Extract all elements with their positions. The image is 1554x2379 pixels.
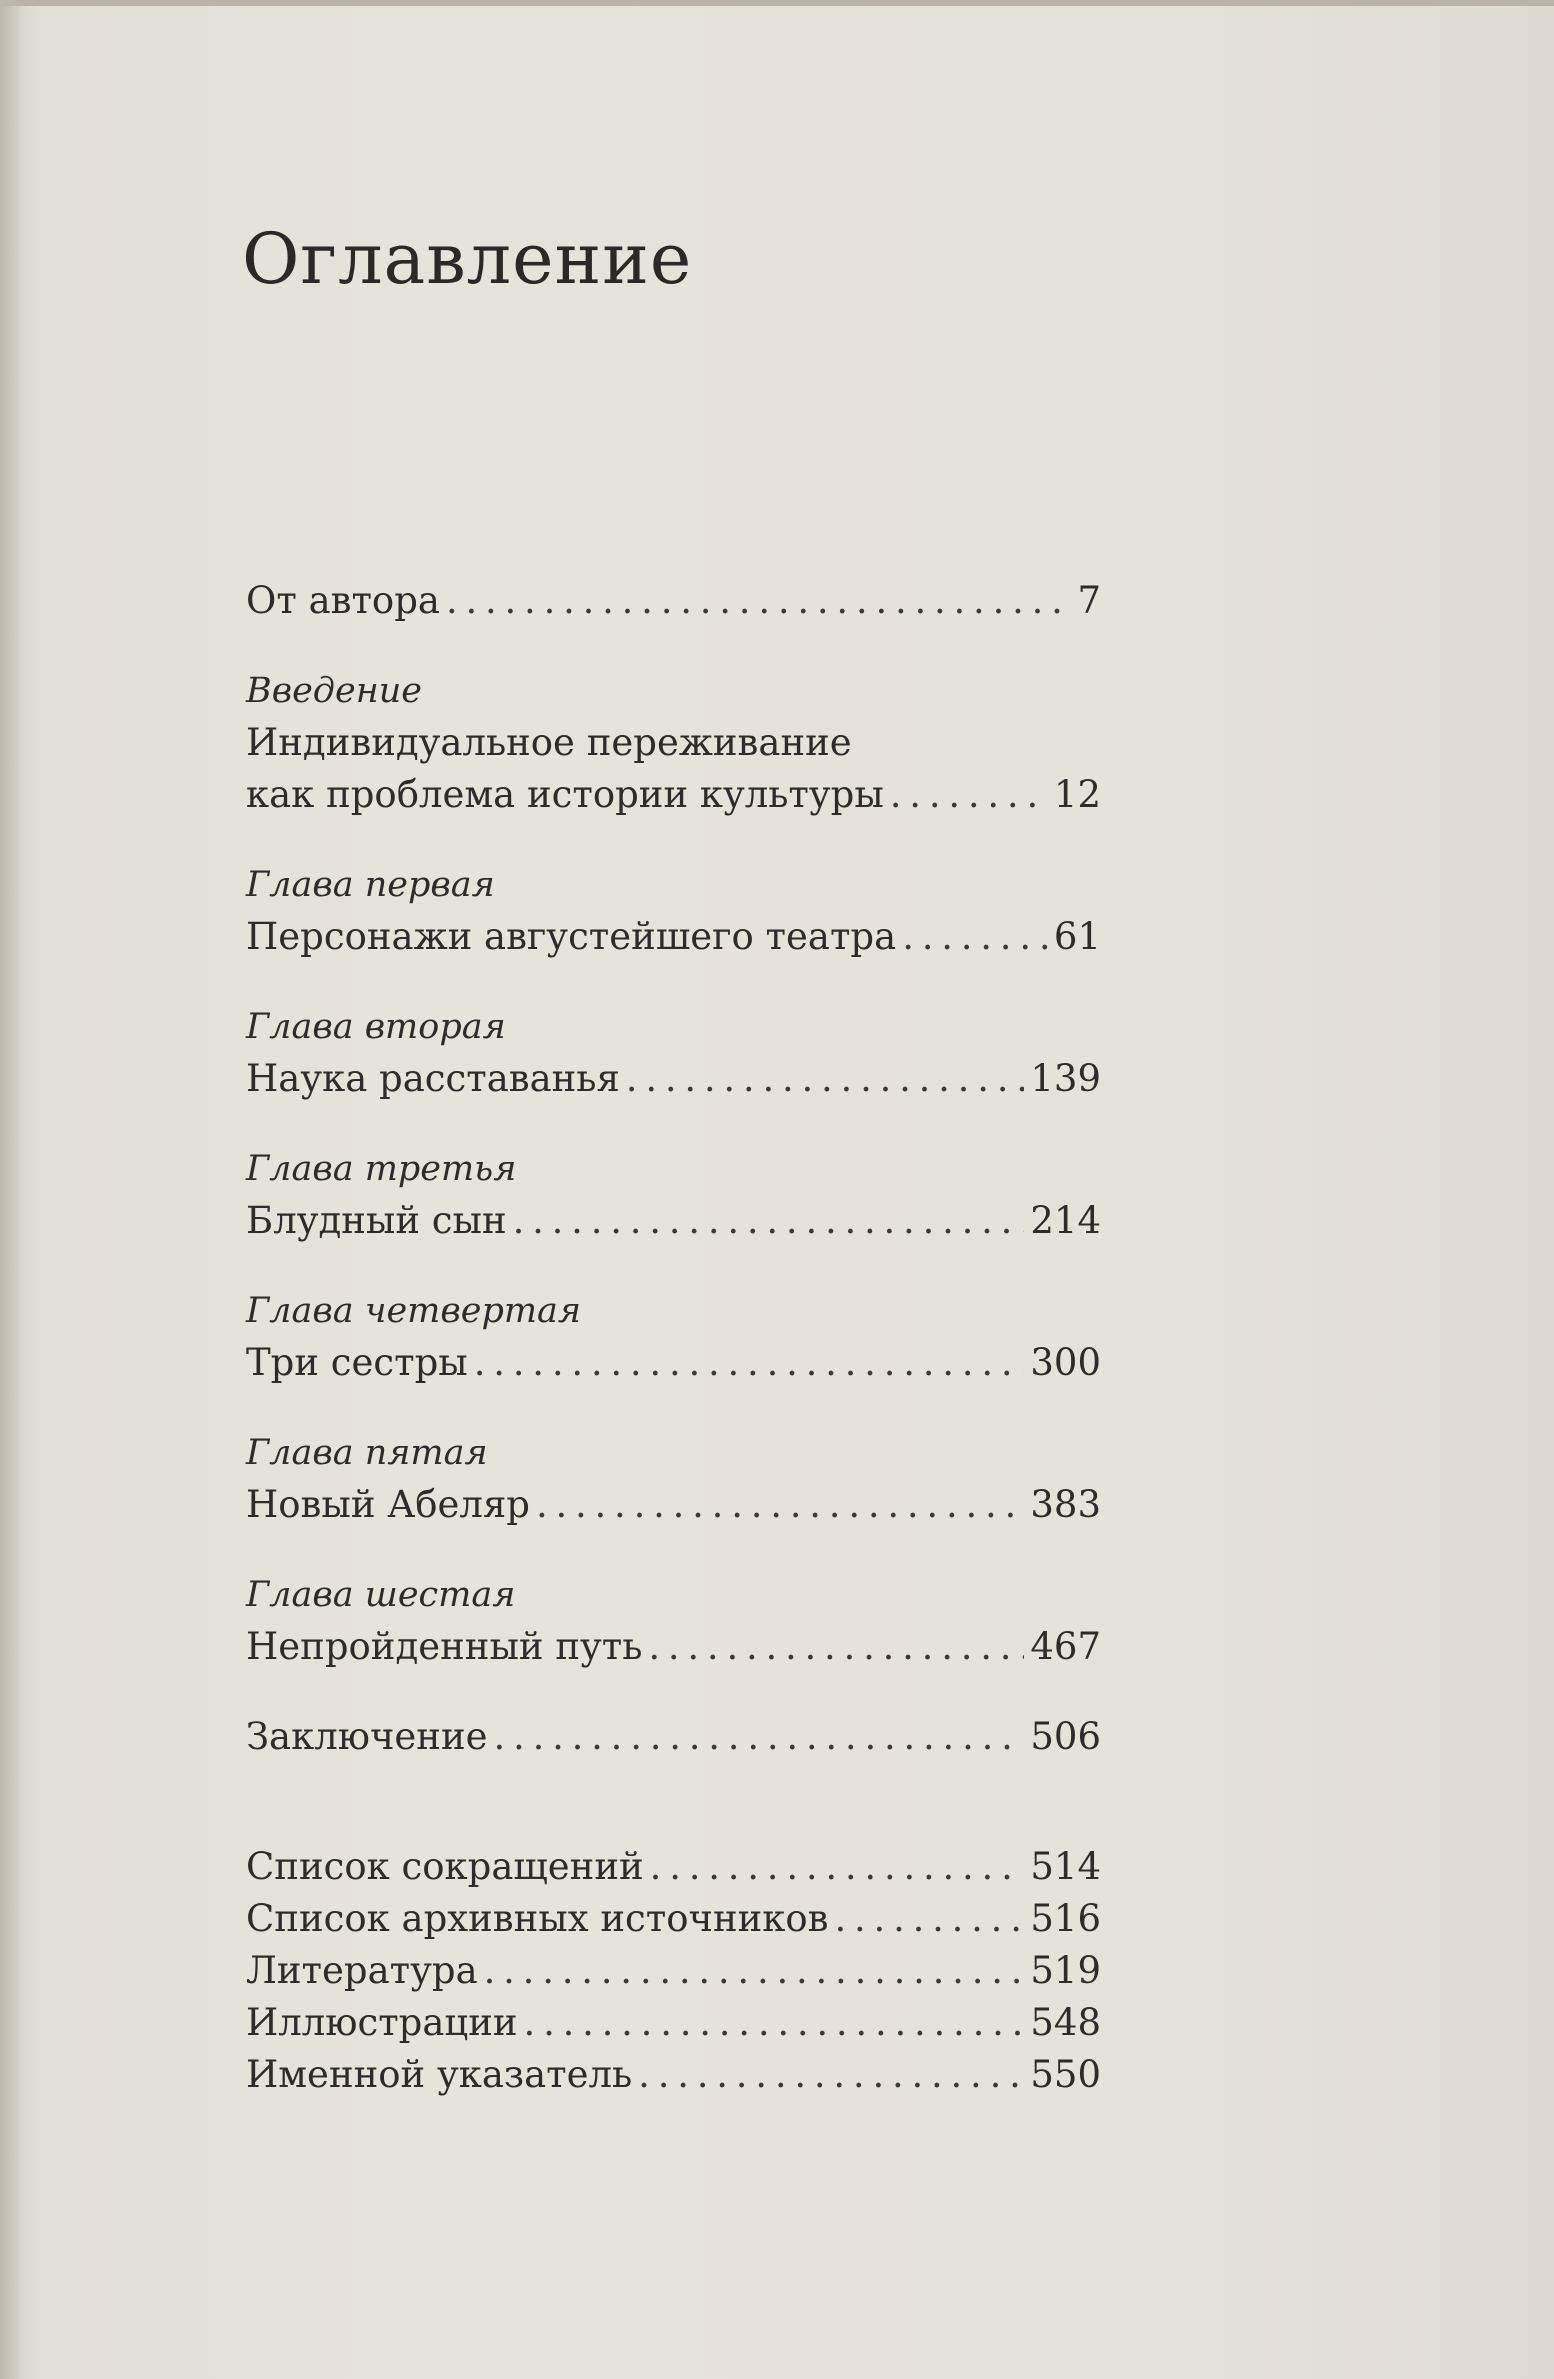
toc-entry[interactable]	[246, 1893, 1101, 1945]
toc-entry-label: Новый Абеляр	[246, 1483, 530, 1526]
toc-entry-label[interactable]: Индивидуальное переживание	[246, 721, 852, 764]
leader-dots	[650, 1841, 1025, 1893]
chapter-label: Глава вторая	[246, 1007, 506, 1047]
toc-entry[interactable]	[246, 1053, 1101, 1105]
toc-entry[interactable]	[246, 769, 1101, 821]
toc-entry-label: Заключение	[246, 1715, 488, 1758]
toc-entry[interactable]	[246, 2049, 1101, 2101]
toc-entry-label: Список сокращений	[246, 1845, 644, 1888]
toc-entry-page: 519	[1030, 1949, 1101, 1992]
toc-group-conclusion	[246, 1711, 1101, 1763]
chapter-label: Глава четвертая	[246, 1291, 582, 1331]
toc-entry-label: Персонажи августейшего театра	[246, 915, 897, 958]
leader-dots	[524, 1997, 1025, 2049]
leader-dots	[446, 575, 1072, 627]
toc-group-ch1	[246, 859, 1101, 963]
leader-dots	[648, 1621, 1024, 1673]
toc-entry-page: 548	[1030, 2001, 1101, 2044]
toc-entry[interactable]	[246, 1841, 1101, 1893]
toc-entry-page: 139	[1030, 1057, 1101, 1100]
toc-entry-page: 516	[1030, 1897, 1101, 1940]
toc-entry-label: как проблема истории культуры	[246, 773, 884, 816]
table-of-contents	[246, 575, 1101, 2101]
leader-dots	[536, 1479, 1024, 1531]
toc-entry-page: 300	[1030, 1341, 1101, 1384]
toc-entry-page: 61	[1053, 915, 1101, 958]
toc-group-ch3	[246, 1143, 1101, 1247]
leader-dots	[474, 1337, 1025, 1389]
page-top-edge	[0, 0, 1554, 6]
toc-entry-label: Список архивных источников	[246, 1897, 829, 1940]
section-spacer	[246, 1763, 1101, 1841]
toc-entry[interactable]	[246, 1195, 1101, 1247]
toc-appendix-list	[246, 1841, 1101, 2101]
toc-entry-page: 214	[1030, 1199, 1101, 1242]
leader-dots	[902, 911, 1048, 963]
chapter-label: Глава первая	[246, 865, 495, 905]
chapter-label: Введение	[246, 671, 423, 711]
toc-entry-label: Наука расставанья	[246, 1057, 620, 1100]
toc-group-intro	[246, 665, 1101, 821]
toc-group-ch5	[246, 1427, 1101, 1531]
leader-dots	[890, 769, 1048, 821]
toc-group-ch2	[246, 1001, 1101, 1105]
leader-dots	[835, 1893, 1025, 1945]
toc-entry-label: Литература	[246, 1949, 478, 1992]
toc-entry[interactable]	[246, 1479, 1101, 1531]
toc-entry[interactable]	[246, 1337, 1101, 1389]
chapter-label: Глава пятая	[246, 1433, 488, 1473]
toc-entry[interactable]	[246, 911, 1101, 963]
toc-group-ch4	[246, 1285, 1101, 1389]
toc-entry[interactable]	[246, 1997, 1101, 2049]
toc-entry-page: 12	[1053, 773, 1101, 816]
toc-entry-page: 506	[1030, 1715, 1101, 1758]
toc-entry-page: 467	[1030, 1625, 1101, 1668]
leader-dots	[484, 1945, 1025, 1997]
toc-entry-page: 514	[1030, 1845, 1101, 1888]
toc-entry-label: Три сестры	[246, 1341, 468, 1384]
toc-entry-label: От автора	[246, 579, 440, 622]
page-title: Оглавление	[242, 218, 693, 300]
toc-entry[interactable]	[246, 1621, 1101, 1673]
toc-group-ch6	[246, 1569, 1101, 1673]
toc-entry-label: Непройденный путь	[246, 1625, 643, 1668]
toc-entry-label: Блудный сын	[246, 1199, 507, 1242]
leader-dots	[513, 1195, 1025, 1247]
toc-entry[interactable]	[246, 1945, 1101, 1997]
toc-entry-label: Именной указатель	[246, 2053, 633, 2096]
toc-entry-page: 7	[1077, 579, 1101, 622]
leader-dots	[626, 1053, 1025, 1105]
page-gutter-shadow	[0, 0, 22, 2379]
toc-group-author	[246, 575, 1101, 627]
toc-entry-page: 550	[1030, 2053, 1101, 2096]
chapter-label: Глава третья	[246, 1149, 517, 1189]
toc-entry-page: 383	[1030, 1483, 1101, 1526]
leader-dots	[638, 2049, 1024, 2101]
toc-entry-label: Иллюстрации	[246, 2001, 518, 2044]
toc-entry[interactable]	[246, 575, 1101, 627]
chapter-label: Глава шестая	[246, 1575, 516, 1615]
toc-entry[interactable]	[246, 1711, 1101, 1763]
leader-dots	[494, 1711, 1025, 1763]
